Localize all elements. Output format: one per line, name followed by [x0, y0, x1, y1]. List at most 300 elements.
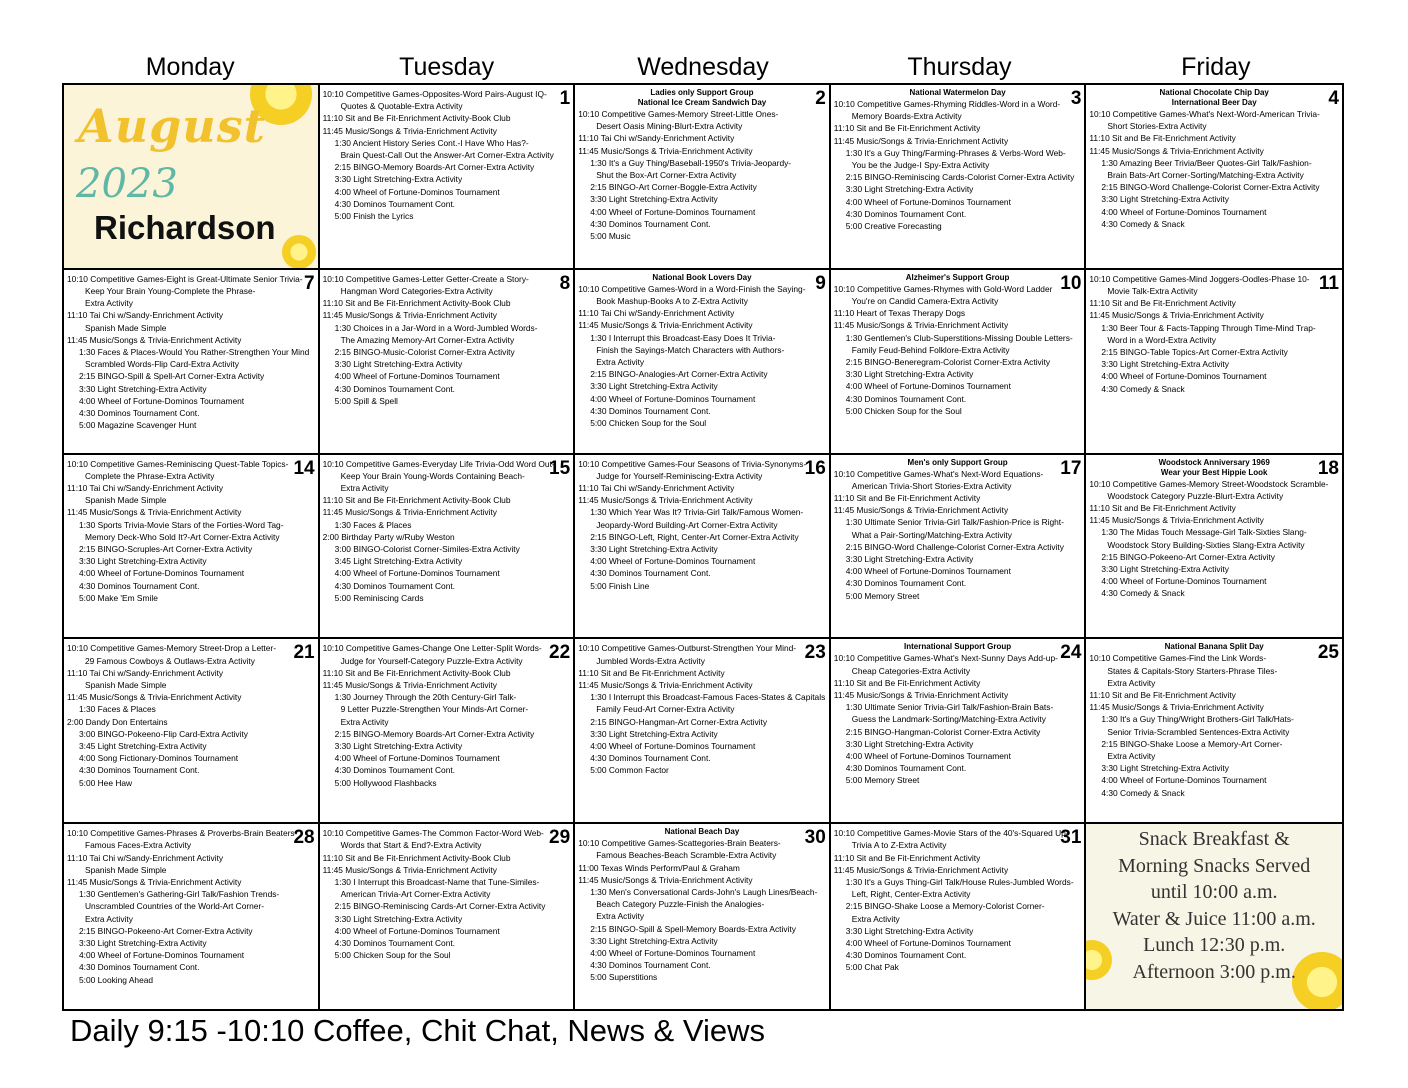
event-line: 2:15 BINGO-Analogies-Art Corner-Extra Activity [590, 369, 768, 380]
event-line: 2:15 BINGO-Left, Right, Center-Art Corner-Extra Activity [590, 531, 799, 542]
event-line: 11:45 Music/Songs & Trivia-Enrichment Activity [578, 145, 753, 156]
event-line: Judge for Yourself-Reminiscing-Extra Activity [596, 470, 763, 481]
day-number: 9 [815, 272, 826, 294]
day-cell [320, 455, 576, 640]
event-line: 11:10 Tai Chi w/Sandy-Enrichment Activity [578, 133, 735, 144]
event-line: Guess the Landmark-Sorting/Matching-Extra Activity [851, 714, 1046, 725]
event-line: 1:30 The Midas Touch Message-Girl Talk-Sixties Slang- [1101, 527, 1307, 538]
day-cell [831, 455, 1087, 640]
event-line: 2:15 BINGO-Beneregram-Colorist Corner-Extra Activity [845, 357, 1051, 368]
event-line: 5:00 Memory Street [845, 590, 920, 601]
event-line: 3:30 Light Stretching-Extra Activity [845, 369, 974, 380]
event-line: 2:15 BINGO-Spill & Spell-Art Corner-Extra Activity [79, 371, 265, 382]
event-line: 11:45 Music/Songs & Trivia-Enrichment Activity [1089, 515, 1264, 526]
event-line: Spanish Made Simple [85, 322, 167, 333]
event-line: You be the Judge-I Spy-Extra Activity [851, 160, 990, 171]
event-line: 2:15 BINGO-Shake Loose a Memory-Colorist Corner- [845, 901, 1045, 912]
calendar-grid [62, 83, 1344, 1011]
event-line: Unscrambled Countries of the World-Art Corner- [85, 901, 265, 912]
event-line: Senior Trivia-Scrambled Sentences-Extra Activity [1107, 726, 1290, 737]
event-line: 11:10 Sit and Be Fit-Enrichment Activity [833, 677, 981, 688]
event-line: 4:00 Wheel of Fortune-Dominos Tournament [334, 186, 500, 197]
day-number: 4 [1328, 88, 1339, 109]
event-line: 2:15 BINGO-Scruples-Art Corner-Extra Activity [79, 544, 253, 555]
snack-line: Afternoon 3:00 p.m. [1132, 960, 1296, 983]
event-line: Desert Oasis Mining-Blurt-Extra Activity [596, 121, 743, 132]
event-line: Extra Activity [340, 716, 389, 727]
day-number: 15 [549, 457, 571, 479]
day-number: 7 [304, 272, 315, 294]
day-number: 10 [1060, 272, 1082, 294]
event-line: 11:45 Music/Songs & Trivia-Enrichment Activity [1089, 145, 1264, 156]
event-line: 4:00 Wheel of Fortune-Dominos Tournament [1101, 576, 1267, 587]
day-number: 30 [804, 827, 826, 849]
event-line: 5:00 Reminiscing Cards [334, 592, 424, 603]
day-observance: International Beer Day [1171, 98, 1257, 107]
event-line: 10:10 Competitive Games-What's Next-Word Equations- [833, 468, 1044, 479]
day-number: 17 [1060, 457, 1082, 479]
weekday-header-row [62, 52, 1344, 82]
event-line: 11:45 Music/Songs & Trivia-Enrichment Activity [578, 680, 753, 690]
cover-year: 2023 [76, 161, 178, 207]
day-observance: Woodstock Anniversary 1969 [1158, 457, 1270, 467]
event-line: 3:45 Light Stretching-Extra Activity [79, 741, 207, 752]
event-line: 29 Famous Cowboys & Outlaws-Extra Activity [85, 655, 255, 666]
event-line: Spanish Made Simple [85, 864, 167, 875]
event-line: 11:45 Music/Songs & Trivia-Enrichment Activity [67, 692, 242, 703]
event-line: Brain Bats-Art Corner-Sorting/Matching-Extra Activity [1107, 170, 1304, 181]
event-line: 5:00 Finish the Lyrics [334, 211, 414, 222]
event-line: Complete the Phrase-Extra Activity [85, 470, 215, 481]
event-line: 3:30 Light Stretching-Extra Activity [590, 194, 718, 205]
event-line: 4:00 Wheel of Fortune-Dominos Tournament [845, 751, 1011, 762]
event-line: 11:45 Music/Songs & Trivia-Enrichment Activity [322, 507, 497, 518]
event-line: 1:30 Which Year Was It? Trivia-Girl Talk/Famous Women- [590, 507, 804, 518]
event-line: 11:10 Sit and Be Fit-Enrichment Activity-Book Club [322, 298, 511, 309]
event-line: Word in a Word-Extra Activity [1107, 334, 1216, 345]
day-observance: Men's only Support Group [907, 457, 1008, 467]
event-line: 4:30 Dominos Tournament Cont. [79, 765, 200, 776]
event-line: 4:30 Dominos Tournament Cont. [334, 580, 456, 591]
event-line: 11:45 Music/Songs & Trivia-Enrichment Activity [67, 507, 242, 518]
weekday-friday: Friday [1181, 53, 1251, 81]
event-line: 3:30 Light Stretching-Extra Activity [590, 935, 718, 946]
event-line: 10:10 Competitive Games-Word in a Word-Finish the Saying- [578, 283, 806, 294]
day-cell [320, 270, 576, 455]
event-line: 4:30 Dominos Tournament Cont. [334, 198, 456, 209]
day-observance: National Chocolate Chip Day [1159, 88, 1269, 97]
event-line: 10:10 Competitive Games-Reminiscing Quest-Table Topics- [67, 458, 289, 469]
event-line: 4:00 Wheel of Fortune-Dominos Tournament [845, 381, 1011, 392]
event-line: 1:30 Sports Trivia-Movie Stars of the Forties-Word Tag- [79, 519, 284, 530]
event-line: 3:30 Light Stretching-Extra Activity [1101, 194, 1229, 205]
event-line: Brain Quest-Call Out the Answer-Art Corner-Extra Activity [340, 150, 554, 161]
event-line: 2:15 BINGO-Music-Colorist Corner-Extra Activity [334, 347, 515, 358]
event-line: 1:30 Beer Tour & Facts-Tapping Through Time-Mind Trap- [1101, 322, 1316, 333]
event-line: 11:10 Tai Chi w/Sandy-Enrichment Activity [67, 667, 224, 678]
event-line: 5:00 Chat Pak [845, 962, 899, 973]
event-line: 4:00 Song Fictionary-Dominos Tournament [79, 753, 239, 764]
event-line: Scrambled Words-Flip Card-Extra Activity [85, 359, 239, 370]
event-line: 4:30 Dominos Tournament Cont. [79, 580, 200, 591]
snack-line: until 10:00 a.m. [1150, 881, 1278, 904]
event-line: 4:00 Wheel of Fortune-Dominos Tournament [1101, 371, 1267, 382]
event-line: Judge for Yourself-Category Puzzle-Extra Activity [340, 655, 523, 666]
event-line: You're on Candid Camera-Extra Activity [851, 296, 999, 306]
event-line: What a Pair-Sorting/Matching-Extra Activity [851, 529, 1012, 540]
day-observance: Alzheimer's Support Group [905, 272, 1010, 282]
day-observance: National Beach Day [664, 827, 740, 837]
event-line: 3:45 Light Stretching-Extra Activity [334, 556, 463, 567]
day-cell [575, 270, 831, 455]
event-line: 5:00 Music [590, 231, 631, 242]
day-number: 1 [559, 88, 571, 109]
event-line: 11:45 Music/Songs & Trivia-Enrichment Activity [322, 864, 497, 875]
event-line: 2:15 BINGO-Table Topics-Art Corner-Extra Activity [1101, 347, 1288, 358]
event-line: 5:00 Superstitions [590, 972, 658, 983]
event-line: 1:30 I Interrupt this Broadcast-Easy Does It Trivia- [590, 332, 776, 343]
event-line: 4:00 Wheel of Fortune-Dominos Tournament [590, 393, 756, 404]
day-observance: International Support Group [904, 642, 1012, 652]
event-line: 5:00 Finish Line [590, 580, 650, 591]
event-line: 5:00 Chicken Soup for the Soul [590, 418, 707, 429]
event-line: 3:30 Light Stretching-Extra Activity [334, 174, 463, 185]
event-line: 10:10 Competitive Games-What's Next-Word-American Trivia- [1089, 109, 1320, 119]
event-line: 11:10 Tai Chi w/Sandy-Enrichment Activity [578, 308, 735, 319]
event-line: 11:10 Tai Chi w/Sandy-Enrichment Activity [67, 483, 224, 493]
event-line: 11:45 Music/Songs & Trivia-Enrichment Activity [833, 864, 1009, 875]
event-line: 1:30 It's a Guy Thing/Farming-Phrases & Verbs-Word Web- [845, 147, 1066, 158]
day-cell [64, 639, 320, 824]
event-line: 10:10 Competitive Games-Rhyming Riddles-Word in a Word- [833, 99, 1061, 109]
day-observance: National Ice Cream Sandwich Day [637, 98, 767, 107]
day-cell [1086, 455, 1342, 640]
event-line: 10:10 Competitive Games-Memory Street-Woodstock Scramble- [1089, 478, 1329, 489]
event-line: 4:30 Dominos Tournament Cont. [845, 393, 967, 404]
event-line: 5:00 Hollywood Flashbacks [334, 777, 437, 788]
event-line: 4:30 Dominos Tournament Cont. [845, 763, 967, 774]
event-line: 1:30 Choices in a Jar-Word in a Word-Jumbled Words- [334, 322, 538, 333]
event-line: 5:00 Chicken Soup for the Soul [334, 950, 451, 961]
event-line: 3:30 Light Stretching-Extra Activity [1101, 564, 1229, 575]
event-line: 10:10 Competitive Games-Memory Street-Little Ones- [578, 109, 779, 119]
event-line: 3:00 BINGO-Pokeeno-Flip Card-Extra Activity [79, 728, 248, 739]
day-cell [575, 455, 831, 640]
day-cell [831, 639, 1087, 824]
day-cell [575, 824, 831, 1009]
event-line: Spanish Made Simple [85, 680, 167, 690]
event-line: 4:00 Wheel of Fortune-Dominos Tournament [334, 925, 500, 936]
event-line: Cheap Categories-Extra Activity [851, 665, 971, 676]
event-line: Hangman Word Categories-Extra Activity [340, 286, 493, 296]
event-line: 11:10 Sit and Be Fit-Enrichment Activity-Book Club [322, 667, 511, 678]
event-line: 3:30 Light Stretching-Extra Activity [845, 184, 974, 195]
event-line: 4:30 Comedy & Snack [1101, 787, 1185, 798]
event-line: 1:30 Gentlemen's Club-Superstitions-Missing Double Letters- [845, 332, 1073, 343]
event-line: 3:30 Light Stretching-Extra Activity [79, 938, 207, 949]
event-line: 4:00 Wheel of Fortune-Dominos Tournament [1101, 206, 1267, 217]
snack-schedule [1086, 826, 1342, 985]
event-line: 4:00 Wheel of Fortune-Dominos Tournament [334, 753, 500, 764]
event-line: 4:00 Wheel of Fortune-Dominos Tournament [334, 568, 500, 579]
event-line: Jumbled Words-Extra Activity [596, 655, 705, 666]
day-cell [1086, 639, 1342, 824]
day-cell [831, 85, 1087, 270]
event-line: 5:00 Chicken Soup for the Soul [845, 405, 962, 416]
event-line: 1:30 Ancient History Series Cont.-I Have Who Has?- [334, 137, 529, 148]
event-line: 10:10 Competitive Games-Change One Letter-Split Words- [322, 643, 542, 654]
event-line: 2:15 BINGO-Reminiscing Cards-Colorist Corner-Extra Activity [845, 172, 1075, 183]
event-line: 2:15 BINGO-Spill & Spell-Memory Boards-Extra Activity [590, 923, 796, 934]
event-line: 3:30 Light Stretching-Extra Activity [590, 544, 718, 555]
event-line: 2:15 BINGO-Art Corner-Boggle-Extra Activity [590, 182, 757, 193]
event-line: Famous Beaches-Beach Scramble-Extra Activity [596, 850, 777, 861]
event-line: 3:30 Light Stretching-Extra Activity [845, 925, 974, 936]
event-line: Famous Faces-Extra Activity [85, 840, 192, 851]
event-line: 11:10 Heart of Texas Therapy Dogs [833, 308, 966, 319]
weekday-thursday: Thursday [907, 53, 1012, 81]
day-number: 3 [1070, 88, 1082, 109]
snack-line: Snack Breakfast & [1138, 828, 1290, 851]
event-line: 11:10 Sit and Be Fit-Enrichment Activity-Book Club [322, 113, 511, 124]
event-line: 4:30 Dominos Tournament Cont. [79, 962, 200, 973]
event-line: 3:30 Light Stretching-Extra Activity [79, 556, 207, 567]
event-line: 11:45 Music/Songs & Trivia-Enrichment Activity [833, 135, 1009, 146]
event-line: Extra Activity [340, 483, 389, 493]
event-line: States & Capitals-Story Starters-Phrase Tiles- [1107, 665, 1278, 676]
event-line: 10:10 Competitive Games-Opposites-Word Pairs-August IQ- [322, 89, 547, 99]
event-line: 11:10 Sit and Be Fit-Enrichment Activity [1089, 690, 1236, 700]
event-line: 10:10 Competitive Games-Memory Street-Drop a Letter- [67, 643, 276, 654]
event-line: 4:00 Wheel of Fortune-Dominos Tournament [845, 938, 1011, 949]
event-line: Woodstock Category Puzzle-Blurt-Extra Activity [1107, 490, 1284, 501]
event-line: 11:45 Music/Songs & Trivia-Enrichment Activity [833, 505, 1009, 516]
event-line: 4:00 Wheel of Fortune-Dominos Tournament [845, 566, 1011, 577]
event-line: 3:30 Light Stretching-Extra Activity [79, 383, 207, 394]
day-observance: Wear your Best Hippie Look [1160, 467, 1268, 477]
day-number: 31 [1060, 827, 1082, 849]
event-line: Finish the Sayings-Match Characters with Authors- [596, 344, 785, 355]
event-line: 4:00 Wheel of Fortune-Dominos Tournament [590, 948, 756, 959]
event-line: 11:10 Sit and Be Fit-Enrichment Activity [578, 667, 725, 678]
event-line: 1:30 I Interrupt this Broadcast-Famous Faces-States & Capitals [590, 692, 826, 703]
snack-line: Morning Snacks Served [1118, 854, 1311, 877]
day-cell [575, 85, 831, 270]
event-line: 4:30 Dominos Tournament Cont. [590, 405, 711, 416]
day-number: 21 [293, 642, 315, 664]
event-line: 2:15 BINGO-Hangman-Art Corner-Extra Activity [590, 716, 768, 727]
event-line: 11:10 Sit and Be Fit-Enrichment Activity [1089, 133, 1236, 144]
event-line: 5:00 Looking Ahead [79, 974, 154, 985]
event-line: 3:30 Light Stretching-Extra Activity [590, 381, 718, 392]
event-line: Short Stories-Extra Activity [1107, 121, 1207, 132]
event-line: 1:30 Men's Conversational Cards-John's Laugh Lines/Beach- [590, 887, 818, 897]
event-line: 10:10 Competitive Games-Eight is Great-Ultimate Senior Trivia- [67, 273, 303, 284]
event-line: Extra Activity [596, 357, 645, 368]
event-line: Spanish Made Simple [85, 495, 167, 506]
day-number: 14 [293, 457, 315, 479]
event-line: Beach Category Puzzle-Finish the Analogies- [596, 899, 765, 910]
event-line: 1:30 Faces & Places-Would You Rather-Strengthen Your Mind [79, 347, 310, 358]
daily-footer-note: Daily 9:15 -10:10 Coffee, Chit Chat, News & Views [70, 1013, 765, 1048]
event-line: 10:10 Competitive Games-Everyday Life Trivia-Odd Word Out- [322, 458, 555, 469]
event-line: Words that Start & End?-Extra Activity [340, 840, 482, 851]
event-line: 11:10 Tai Chi w/Sandy-Enrichment Activity [67, 310, 224, 321]
day-observance: Ladies only Support Group [650, 88, 754, 97]
event-line: 4:00 Wheel of Fortune-Dominos Tournament [590, 206, 756, 217]
event-line: 4:00 Wheel of Fortune-Dominos Tournament [79, 395, 245, 406]
event-line: Extra Activity [85, 298, 133, 309]
calendar-cover-cell [64, 85, 320, 270]
event-line: 4:00 Wheel of Fortune-Dominos Tournament [1101, 775, 1267, 786]
event-line: 4:00 Wheel of Fortune-Dominos Tournament [845, 196, 1011, 207]
day-number: 29 [549, 827, 571, 849]
event-line: 5:00 Common Factor [590, 765, 669, 776]
event-line: 2:15 BINGO-Word Challenge-Colorist Corner-Extra Activity [845, 541, 1064, 552]
event-line: 10:10 Competitive Games-Movie Stars of the 40's-Squared Up- [833, 828, 1069, 839]
event-line: 11:45 Music/Songs & Trivia-Enrichment Activity [322, 310, 497, 321]
event-line: 11:45 Music/Songs & Trivia-Enrichment Activity [833, 320, 1009, 331]
weekday-wednesday: Wednesday [637, 53, 769, 81]
event-line: 4:30 Dominos Tournament Cont. [590, 568, 711, 579]
event-line: 11:45 Music/Songs & Trivia-Enrichment Activity [67, 877, 242, 887]
event-line: 3:30 Light Stretching-Extra Activity [845, 554, 974, 565]
event-line: 2:00 Birthday Party w/Ruby Weston [322, 531, 455, 542]
event-line: 3:30 Light Stretching-Extra Activity [334, 741, 463, 752]
lemon-decoration-icon [282, 235, 316, 269]
event-line: 4:30 Dominos Tournament Cont. [845, 208, 967, 219]
event-line: 9 Letter Puzzle-Strengthen Your Minds-Art Corner- [340, 704, 529, 715]
event-line: 5:00 Creative Forecasting [845, 221, 942, 232]
event-line: Family Feud-Art Corner-Extra Activity [596, 704, 735, 715]
event-line: 11:10 Sit and Be Fit-Enrichment Activity [833, 123, 981, 134]
event-line: 10:10 Competitive Games-Mind Joggers-Oodles-Phase 10- [1089, 273, 1310, 284]
snack-info-cell [1086, 824, 1342, 1009]
day-cell [831, 824, 1087, 1009]
day-observance: National Watermelon Day [909, 88, 1006, 97]
event-line: 1:30 Amazing Beer Trivia/Beer Quotes-Girl Talk/Fashion- [1101, 157, 1312, 168]
event-line: 2:15 BINGO-Memory Boards-Art Corner-Extra Activity [334, 162, 535, 173]
event-line: 11:10 Sit and Be Fit-Enrichment Activity [833, 493, 981, 503]
event-line: Family Feud-Behind Folklore-Extra Activity [851, 344, 1010, 355]
event-line: 4:00 Wheel of Fortune-Dominos Tournament [590, 556, 756, 567]
event-line: 1:30 Faces & Places [79, 704, 156, 715]
cover-location: Richardson [94, 209, 276, 246]
event-line: 1:30 It's a Guy Thing/Baseball-1950's Trivia-Jeopardy- [590, 157, 792, 168]
event-line: 11:45 Music/Songs & Trivia-Enrichment Activity [578, 320, 753, 331]
weekday-tuesday: Tuesday [399, 53, 495, 81]
event-line: 11:45 Music/Songs & Trivia-Enrichment Activity [1089, 310, 1264, 321]
event-line: 10:10 Competitive Games-Four Seasons of Trivia-Synonyms- [578, 458, 807, 469]
event-line: 5:00 Memory Street [845, 775, 920, 786]
snack-line: Lunch 12:30 p.m. [1143, 934, 1286, 957]
event-line: Quotes & Quotable-Extra Activity [340, 101, 463, 112]
event-line: Shut the Box-Art Corner-Extra Activity [596, 170, 737, 181]
event-line: 1:30 It's a Guys Thing-Girl Talk/House Rules-Jumbled Words- [845, 877, 1074, 887]
day-number: 18 [1317, 457, 1339, 479]
event-line: 5:00 Spill & Spell [334, 395, 398, 406]
event-line: 11:45 Music/Songs & Trivia-Enrichment Activity [67, 334, 242, 345]
event-line: 11:45 Music/Songs & Trivia-Enrichment Activity [322, 125, 497, 136]
day-number: 16 [804, 457, 826, 479]
event-line: 10:10 Competitive Games-Phrases & Proverbs-Brain Beaters- [67, 828, 298, 839]
event-line: 1:30 Ultimate Senior Trivia-Girl Talk/Fashion-Brain Bats- [845, 702, 1054, 713]
event-line: Movie Talk-Extra Activity [1107, 286, 1198, 296]
event-line: 3:00 BINGO-Colorist Corner-Similes-Extra Activity [334, 544, 520, 555]
event-line: Woodstock Story Building-Sixties Slang-Extra Activity [1107, 539, 1305, 550]
event-line: 2:15 BINGO-Memory Boards-Art Corner-Extra Activity [334, 728, 535, 739]
event-line: Keep Your Brain Young-Complete the Phrase- [85, 286, 256, 296]
event-line: Extra Activity [85, 913, 133, 924]
event-line: 4:00 Wheel of Fortune-Dominos Tournament [590, 741, 756, 752]
event-line: 4:30 Comedy & Snack [1101, 588, 1185, 599]
event-line: 4:00 Wheel of Fortune-Dominos Tournament [334, 371, 500, 382]
event-line: American Trivia-Short Stories-Extra Activity [851, 480, 1012, 491]
event-line: Jeopardy-Word Building-Art Corner-Extra Activity [596, 519, 778, 530]
event-line: 11:00 Texas Winds Perform/Paul & Graham [578, 862, 740, 873]
event-line: 3:30 Light Stretching-Extra Activity [845, 738, 974, 749]
event-line: The Amazing Memory-Art Corner-Extra Activity [340, 334, 515, 345]
event-line: 11:10 Sit and Be Fit-Enrichment Activity [1089, 503, 1236, 513]
day-number: 28 [293, 827, 315, 849]
event-line: 4:30 Dominos Tournament Cont. [79, 408, 200, 419]
event-line: 11:45 Music/Songs & Trivia-Enrichment Activity [322, 680, 497, 690]
day-number: 25 [1317, 642, 1339, 664]
event-line: 5:00 Hee Haw [79, 777, 133, 788]
event-line: Extra Activity [1107, 751, 1156, 762]
event-line: 3:30 Light Stretching-Extra Activity [1101, 359, 1229, 370]
day-cell [1086, 270, 1342, 455]
event-line: 1:30 I Interrupt this Broadcast-Name that Tune-Similes- [334, 877, 540, 887]
event-line: 11:10 Tai Chi w/Sandy-Enrichment Activity [67, 852, 224, 863]
event-line: Memory Boards-Extra Activity [851, 111, 962, 122]
event-line: Memory Deck-Who Sold It?-Art Corner-Extra Activity [85, 531, 280, 542]
event-line: 4:00 Wheel of Fortune-Dominos Tournament [79, 950, 245, 961]
day-cell [64, 270, 320, 455]
day-cell [64, 824, 320, 1009]
event-line: 10:10 Competitive Games-Scattegories-Brain Beaters- [578, 838, 781, 849]
event-line: 4:30 Comedy & Snack [1101, 383, 1185, 394]
event-line: 1:30 Ultimate Senior Trivia-Girl Talk/Fashion-Price is Right- [845, 517, 1064, 528]
event-line: 4:30 Dominos Tournament Cont. [845, 950, 967, 961]
event-line: 1:30 It's a Guy Thing/Wright Brothers-Girl Talk/Hats- [1101, 714, 1294, 725]
event-line: Extra Activity [1107, 677, 1156, 688]
day-cell [320, 639, 576, 824]
event-line: 1:30 Journey Through the 20th Century-Girl Talk- [334, 692, 517, 703]
day-number: 23 [804, 642, 826, 664]
event-line: 2:15 BINGO-Reminiscing Cards-Art Corner-Extra Activity [334, 901, 546, 912]
event-line: 5:00 Magazine Scavenger Hunt [79, 420, 197, 431]
day-cell [1086, 85, 1342, 270]
event-line: 2:15 BINGO-Shake Loose a Memory-Art Corner- [1101, 738, 1283, 749]
event-line: 5:00 Make 'Em Smile [79, 592, 158, 603]
event-line: 4:30 Dominos Tournament Cont. [334, 765, 456, 776]
event-line: 11:10 Sit and Be Fit-Enrichment Activity [833, 852, 981, 863]
event-line: 2:15 BINGO-Hangman-Colorist Corner-Extra Activity [845, 726, 1041, 737]
day-number: 11 [1318, 272, 1339, 294]
event-line: 2:15 BINGO-Pokeeno-Art Corner-Extra Activity [79, 925, 253, 936]
day-observance: National Banana Split Day [1164, 642, 1264, 652]
cover-month: August [78, 99, 266, 153]
event-line: 4:30 Dominos Tournament Cont. [334, 938, 456, 949]
event-line: Keep Your Brain Young-Words Containing Beach- [340, 470, 525, 481]
event-line: 4:30 Dominos Tournament Cont. [334, 383, 456, 394]
event-line: 11:45 Music/Songs & Trivia-Enrichment Activity [833, 690, 1009, 700]
event-line: 11:10 Tai Chi w/Sandy-Enrichment Activity [578, 483, 735, 493]
event-line: 11:10 Sit and Be Fit-Enrichment Activity-Book Club [322, 495, 511, 506]
event-line: Left, Right, Center-Extra Activity [851, 889, 971, 900]
event-line: 10:10 Competitive Games-Outburst-Strengthen Your Mind- [578, 643, 797, 654]
